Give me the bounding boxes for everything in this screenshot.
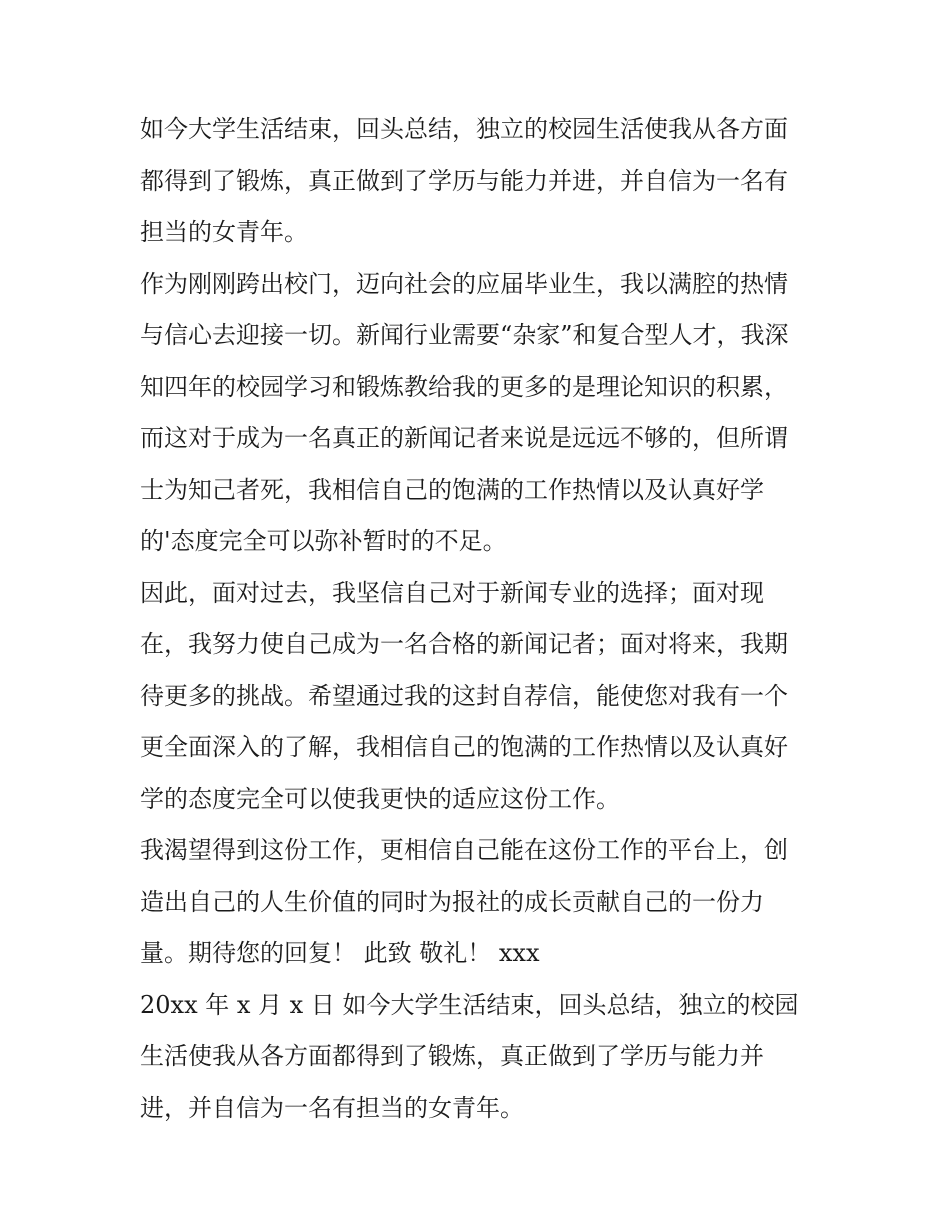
- text-line-19: 生活使我从各方面都得到了锻炼，真正做到了学历与能力并: [140, 1042, 764, 1070]
- text-line-17: 量。期待您的回复！ 此致 敬礼！ xxx: [140, 939, 540, 967]
- text-line-3: 担当的女青年。: [140, 218, 308, 246]
- text-line-15: 我渴望得到这份工作，更相信自己能在这份工作的平台上，创: [140, 836, 788, 864]
- text-line-5: 与信心去迎接一切。新闻行业需要“杂家”和复合型人才，我深: [140, 321, 789, 349]
- text-line-12: 待更多的挑战。希望通过我的这封自荐信，能使您对我有一个: [140, 681, 788, 710]
- text-line-9: 的'态度完全可以弥补暂时的不足。: [140, 527, 507, 555]
- text-line-13: 更全面深入的了解，我相信自己的饱满的工作热情以及认真好: [140, 733, 788, 761]
- letter-body: [140, 104, 812, 1134]
- text-line-16: 造出自己的人生价值的同时为报社的成长贡献自己的一份力: [140, 887, 764, 916]
- text-line-4: 作为刚刚跨出校门，迈向社会的应届毕业生，我以满腔的热情: [140, 269, 788, 298]
- text-line-10: 因此，面对过去，我坚信自己对于新闻专业的选择；面对现: [140, 578, 764, 607]
- text-line-14: 学的态度完全可以使我更快的适应这份工作。: [140, 784, 620, 813]
- text-line-1: 如今大学生活结束，回头总结，独立的校园生活使我从各方面: [140, 115, 788, 143]
- text-line-7: 而这对于成为一名真正的新闻记者来说是远远不够的，但所谓: [140, 424, 788, 452]
- text-line-18: 20xx 年 x 月 x 日 如今大学生活结束，回头总结，独立的校园: [140, 990, 799, 1019]
- text-line-2: 都得到了锻炼，真正做到了学历与能力并进，并自信为一名有: [140, 166, 788, 195]
- text-line-6: 知四年的校园学习和锻炼教给我的更多的是理论知识的积累，: [140, 372, 788, 401]
- text-line-20: 进，并自信为一名有担当的女青年。: [140, 1093, 524, 1122]
- text-line-11: 在，我努力使自己成为一名合格的新闻记者；面对将来，我期: [140, 630, 788, 658]
- text-line-8: 士为知己者死，我相信自己的饱满的工作热情以及认真好学: [140, 475, 764, 504]
